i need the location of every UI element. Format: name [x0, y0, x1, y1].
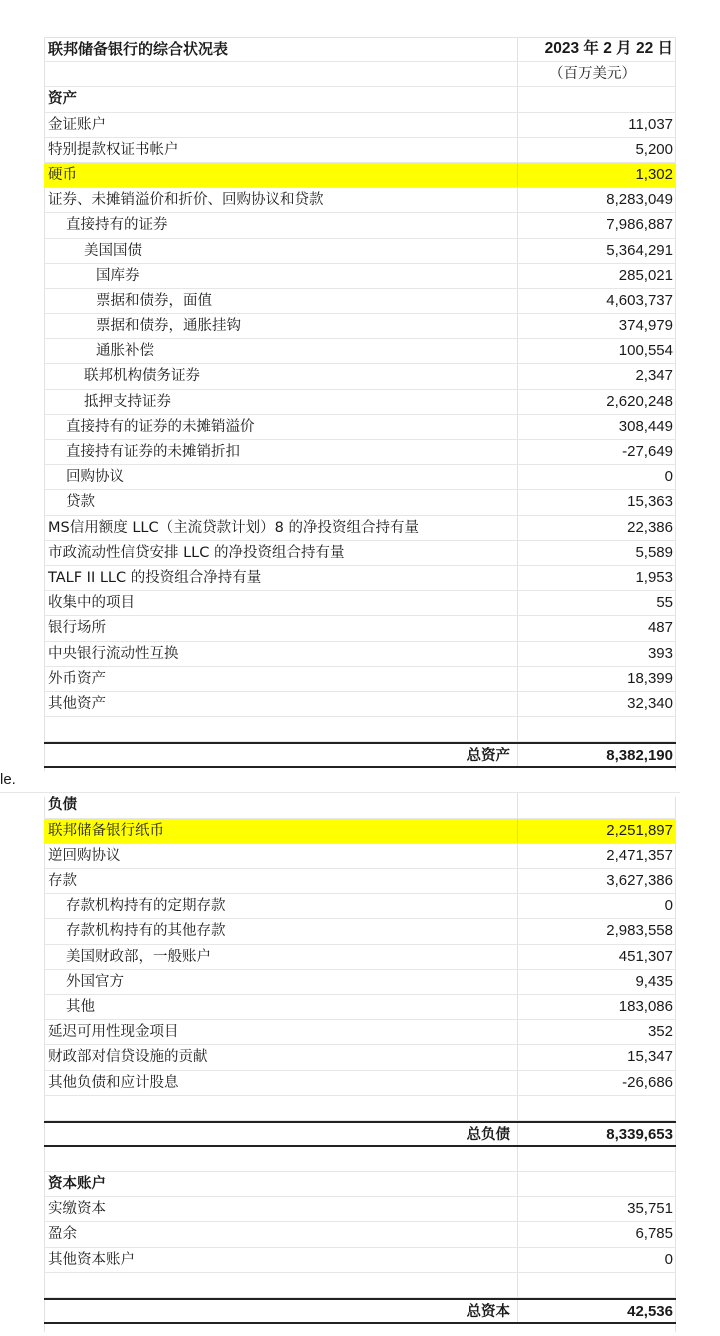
row-label: 票据和债券，面值	[96, 292, 212, 309]
title-row	[44, 37, 676, 62]
table-row	[44, 1020, 676, 1045]
liabilities-total-row	[44, 1121, 676, 1147]
report-date: 2023 年 2 月 22 日	[544, 40, 673, 57]
table-row	[44, 516, 676, 541]
row-value: 183,086	[618, 997, 673, 1015]
row-value: -26,686	[622, 1073, 673, 1091]
row-label: MS信用额度 LLC（主流贷款计划）8 的净投资组合持有量	[48, 519, 419, 536]
row-label: 外币资产	[48, 670, 106, 687]
row-value: 4,603,737	[606, 291, 673, 309]
table-row	[44, 642, 676, 667]
row-label: 美国财政部，一般账户	[66, 948, 211, 965]
row-label: 抵押支持证券	[84, 393, 171, 410]
row-label: 存款机构持有的定期存款	[66, 898, 226, 915]
table-row	[44, 314, 676, 339]
row-label: 美国国债	[84, 242, 142, 259]
row-value: 0	[664, 468, 673, 486]
table-row	[44, 1222, 676, 1247]
row-label: 证券、未摊销溢价和折价、回购协议和贷款	[48, 192, 324, 209]
row-value: 11,037	[628, 115, 673, 133]
unit-row	[44, 62, 676, 87]
table-row	[44, 692, 676, 717]
stray-text-row	[0, 768, 680, 793]
row-value: 352	[647, 1023, 673, 1041]
table-row	[44, 138, 676, 163]
row-value: 7,986,887	[606, 216, 673, 234]
row-label: 贷款	[66, 494, 95, 511]
row-value: 2,620,248	[606, 392, 673, 410]
table-row	[44, 566, 676, 591]
row-label: TALF II LLC 的投资组合净持有量	[48, 569, 262, 586]
row-value: 2,347	[635, 367, 673, 385]
row-value: 5,364,291	[606, 241, 673, 259]
row-label: 银行场所	[48, 620, 106, 637]
row-label: 外国官方	[66, 973, 124, 990]
assets-heading: 资产	[48, 91, 77, 108]
row-label: 存款机构持有的其他存款	[66, 923, 226, 940]
row-value: 9,435	[635, 972, 673, 990]
table-row	[44, 945, 676, 970]
table-row	[44, 919, 676, 944]
table-row	[44, 541, 676, 566]
table-row	[44, 869, 676, 894]
row-value: 2,471,357	[606, 846, 673, 864]
table-row	[44, 667, 676, 692]
row-label: 金证账户	[48, 116, 106, 133]
table-row	[44, 1197, 676, 1222]
table-row	[44, 415, 676, 440]
row-value: 2,251,897	[606, 821, 673, 839]
row-label: 逆回购协议	[48, 847, 121, 864]
table-row	[44, 188, 676, 213]
capital-rows	[44, 1197, 676, 1273]
row-label: 特别提款权证书帐户	[48, 141, 179, 158]
blank-row	[44, 717, 676, 742]
balance-sheet	[0, 37, 676, 1324]
capital-total-row	[44, 1298, 676, 1324]
blank-row	[44, 1096, 676, 1121]
row-value: 3,627,386	[606, 872, 673, 889]
row-label: 实缴资本	[48, 1201, 106, 1218]
row-label: 收集中的项目	[48, 595, 135, 612]
capital-heading: 资本账户	[48, 1176, 106, 1193]
table-row	[44, 894, 676, 919]
row-value: 374,979	[618, 317, 673, 335]
row-label: 财政部对信贷设施的贡献	[48, 1049, 208, 1066]
capital-total-value: 42,536	[627, 1303, 673, 1320]
table-row	[44, 616, 676, 641]
row-label: 硬币	[48, 166, 77, 183]
row-value: -27,649	[622, 443, 673, 460]
row-value: 5,589	[635, 543, 673, 561]
row-value: 1,953	[635, 568, 673, 586]
row-label: 中央银行流动性互换	[48, 645, 179, 662]
sheet-title: 联邦储备银行的综合状况表	[48, 40, 229, 58]
row-label: 其他负债和应计股息	[48, 1074, 179, 1091]
table-row	[44, 213, 676, 238]
row-value: 487	[647, 619, 673, 637]
row-value: 100,554	[618, 342, 673, 360]
assets-total-value: 8,382,190	[606, 747, 673, 765]
liabilities-heading-row	[44, 793, 676, 818]
row-label: 通胀补偿	[96, 343, 154, 360]
liabilities-total-value: 8,339,653	[606, 1125, 673, 1143]
row-label: 直接持有的证券的未摊销溢价	[66, 418, 255, 435]
row-value: 1,302	[635, 165, 673, 183]
row-value: 18,399	[627, 669, 673, 687]
row-value: 35,751	[627, 1200, 673, 1218]
table-row	[44, 970, 676, 995]
assets-total-label: 总资产	[466, 748, 510, 765]
table-row	[44, 113, 676, 138]
row-value: 15,363	[627, 493, 673, 511]
assets-total-row	[44, 742, 676, 768]
row-label: 延迟可用性现金项目	[48, 1024, 179, 1041]
table-row	[44, 1248, 676, 1273]
row-value: 22,386	[627, 518, 673, 536]
row-value: 6,785	[635, 1225, 673, 1243]
capital-heading-row	[44, 1172, 676, 1197]
row-label: 其他	[66, 998, 95, 1015]
row-label: 其他资本账户	[48, 1251, 135, 1268]
liabilities-total-label: 总负债	[466, 1126, 510, 1143]
table-row	[44, 364, 676, 389]
table-row	[44, 289, 676, 314]
row-label: 市政流动性信贷安排 LLC 的净投资组合持有量	[48, 544, 345, 561]
row-value: 55	[656, 594, 673, 612]
row-label: 国库券	[96, 267, 140, 284]
table-row	[44, 844, 676, 869]
table-row	[44, 995, 676, 1020]
row-label: 联邦机构债务证券	[84, 368, 200, 385]
table-row	[44, 440, 676, 465]
liabilities-heading: 负债	[48, 797, 77, 814]
liabilities-rows	[44, 819, 676, 1096]
blank-row	[44, 1147, 676, 1172]
table-row	[44, 591, 676, 616]
table-row	[44, 339, 676, 364]
row-label: 其他资产	[48, 695, 106, 712]
stray-text: le.	[0, 771, 16, 789]
row-label: 回购协议	[66, 469, 124, 486]
row-value: 0	[664, 897, 673, 915]
row-value: 8,283,049	[606, 191, 673, 209]
row-value: 2,983,558	[606, 922, 673, 940]
table-row	[44, 390, 676, 415]
row-value: 32,340	[627, 694, 673, 712]
table-row	[44, 1071, 676, 1096]
row-label: 联邦储备银行纸币	[48, 822, 164, 839]
table-row	[44, 163, 676, 188]
table-row	[44, 264, 676, 289]
row-value: 393	[647, 644, 673, 662]
blank-row	[44, 1273, 676, 1298]
row-label: 票据和债券，通胀挂钩	[96, 318, 241, 335]
row-label: 直接持有的证券	[66, 217, 168, 234]
row-label: 盈余	[48, 1226, 77, 1243]
table-row	[44, 239, 676, 264]
row-label: 直接持有证券的未摊销折扣	[66, 444, 240, 460]
capital-total-label: 总资本	[466, 1304, 510, 1320]
row-value: 308,449	[618, 417, 673, 435]
row-value: 0	[664, 1250, 673, 1268]
table-row	[44, 465, 676, 490]
table-row	[44, 490, 676, 515]
assets-heading-row	[44, 87, 676, 112]
assets-rows	[44, 113, 676, 718]
row-value: 285,021	[618, 266, 673, 284]
table-row	[44, 819, 676, 844]
row-value: 5,200	[635, 140, 673, 158]
row-value: 451,307	[618, 947, 673, 965]
row-label: 存款	[48, 873, 77, 889]
unit-label: （百万美元）	[549, 66, 636, 83]
row-value: 15,347	[627, 1048, 673, 1066]
table-row	[44, 1045, 676, 1070]
